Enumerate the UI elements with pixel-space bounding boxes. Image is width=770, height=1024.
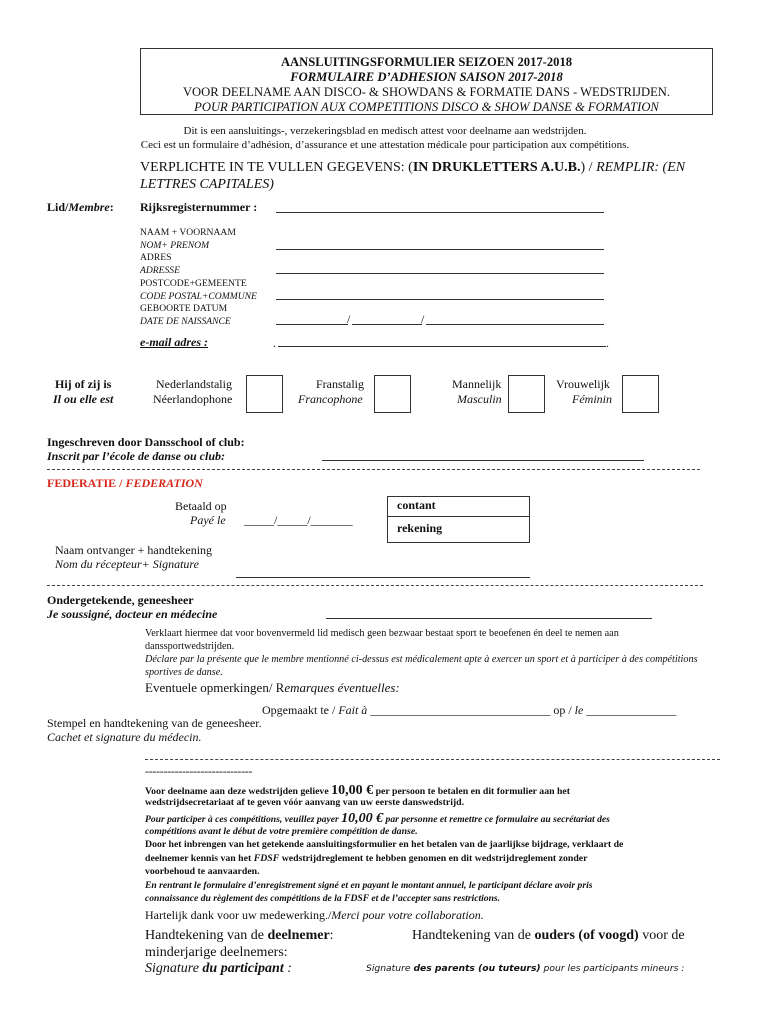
rules-nl-line1: Door het inbrengen van het getekende aansluitingsformulier en het betalen van de jaarlijkse bijdrage, verklaart de [145,839,624,850]
federation-heading [47,476,203,491]
address-label-fr: ADRESSE [140,265,180,276]
participant-sig-fr-b: du participant [202,961,284,976]
made-at-field[interactable]: ______________________________ [370,703,551,717]
federation-label-sep: / [116,476,126,490]
french-label: Franstalig [316,377,364,391]
dutch-label-fr: Néerlandophone [153,392,233,406]
member-label-colon: : [109,200,114,214]
made-at-label-fr: Fait à [338,703,368,717]
parents-sig-text-b: ouders (of voogd) [534,928,639,943]
parents-signature-label-fr [366,963,684,974]
member-label-nl: Lid/ [47,200,69,214]
birthdate-label-fr: DATE DE NAISSANCE [140,316,231,327]
member-label [47,200,114,215]
female-label: Vrouwelijk [556,377,610,391]
birthdate-year-field[interactable] [426,324,604,325]
on-label-fr: le [574,703,584,717]
rules-nl-line2 [145,853,587,864]
fee-amount: 10,00 € [331,783,374,798]
doctor-label: Ondergetekende, geneesheer [47,593,194,607]
made-at-line [262,703,676,718]
fee-fr-text-b: par personne et remettre ce formulaire au secrétariat des [383,814,610,825]
fee-nl-line2: wedstrijdsecretariaat af te geven vóór aanvang van uw eerste danswedstrijd. [145,797,465,808]
participant-sig-text-b: deelnemer [267,928,330,943]
remarks-label-fr: emarques éventuelles: [284,680,400,695]
paid-on-label-fr: Payé le [190,513,226,527]
paid-date-field[interactable]: _____/_____/_______ [244,513,353,527]
parents-signature-label [412,928,685,944]
club-label-fr: Inscrit par l’école de danse ou club: [47,449,225,463]
form-subtitle-fr: POUR PARTICIPATION AUX COMPETITIONS DISCO & SHOW DANSE & FORMATION [194,100,659,114]
french-checkbox[interactable] [374,375,411,413]
fee-fr-line1 [145,811,610,827]
postcode-label: POSTCODE+GEMEENTE [140,278,247,289]
member-label-fr: Membre [68,200,110,214]
fee-nl-text-a: Voor deelname aan deze wedstrijden gelieve [145,786,332,797]
federation-label-fr: FEDERATION [125,476,203,490]
fee-fr-line2: compétitions avant le début de votre première compétition de danse. [145,826,418,837]
he-she-label-fr: Il ou elle est [53,392,114,406]
form-subtitle: VOOR DEELNAME AAN DISCO- & SHOWDANS & FORMATIE DANS - WEDSTRIJDEN. [182,85,671,99]
mandatory-text-b: IN DRUKLETTERS A.U.B. [412,160,581,175]
form-title-fr: FORMULAIRE D’ADHESION SAISON 2017-2018 [290,70,563,84]
mandatory-text-c: ) / [580,160,597,175]
on-date-field[interactable]: _______________ [586,703,677,717]
rules-fr-line1: En rentrant le formulaire d’enregistrement signé et en payant le montant annuel, le participant déclare avoir pris [145,880,593,891]
parents-sig-text-a: Handtekening van de [412,928,535,943]
thanks-nl: Hartelijk dank voor uw medewerking./ [145,908,332,922]
federation-label-nl: FEDERATIE [47,476,117,490]
on-label: op / [550,703,575,717]
participant-sig-text-a: Handtekening van de [145,928,268,943]
doctor-declaration-fr: Déclare par la présente que le membre mentionné ci-dessus est médicalement apte à exercer un sport et à participer à des compétitions sportives de danse. [145,654,698,678]
participant-sig-fr-a: Signature [145,961,203,976]
doctor-declaration-nl: Verklaart hiermee dat voor bovenvermeld lid medisch geen bezwaar bestaat sport te beoefenen én deel te nemen aan danssportwedstrijden. [145,628,619,652]
parents-sig-fr-c: pour les participants mineurs : [540,963,685,974]
birthdate-label: GEBOORTE DATUM [140,303,228,314]
club-label: Ingeschreven door Dansschool of club: [47,435,245,449]
female-checkbox[interactable] [622,375,659,413]
rules-fr-line2: connaissance du règlement des compétitions de la FDSF et de l’accepter sans restrictions. [145,893,501,904]
male-checkbox[interactable] [508,375,545,413]
receiver-label: Naam ontvanger + handtekening [55,543,213,557]
dutch-label: Nederlandstalig [156,377,232,391]
doctor-label-fr: Je soussigné, docteur en médecine [47,607,218,621]
parents-sig-fr-b: des parents (ou tuteurs) [413,963,541,974]
birthdate-separator: / [347,312,351,326]
fee-nl-text-b: per persoon te betalen en dit formulier aan het [373,786,571,797]
participant-signature-label-fr [145,961,292,977]
made-at-label: Opgemaakt te / [262,703,339,717]
title-box [140,48,713,115]
male-label-fr: Masculin [457,392,502,406]
doctor-name-field[interactable] [326,618,652,619]
he-she-label: Hij of zij is [55,377,112,391]
male-label: Mannelijk [452,377,502,391]
fee-fr-text-a: Pour participer à ces compétitions, veuillez payer [145,814,342,825]
paid-on-label: Betaald op [175,499,227,513]
name-label-fr: NOM+ PRENOM [140,240,210,251]
payment-method-divider [387,516,530,517]
cash-option[interactable]: contant [397,498,436,512]
remarks-label-nl: Eventuele opmerkingen/ R [145,680,285,695]
thanks-fr: Merci pour votre collaboration. [331,908,484,922]
female-label-fr: Féminin [572,392,612,406]
name-field[interactable] [276,249,604,250]
postcode-label-fr: CODE POSTAL+COMMUNE [140,291,257,302]
intro-fr: Ceci est un formulaire d’adhésion, d’assurance et une attestation médicale pour participation aux compétitions. [140,139,630,151]
participant-sig-fr-c: : [283,961,292,976]
postcode-field[interactable] [276,299,604,300]
minor-participants-label: minderjarige deelnemers: [145,945,288,960]
receiver-label-fr: Nom du récepteur+ Signature [55,557,199,571]
rules-nl-fdsf: FDSF [253,853,280,864]
national-number-label: Rijksregisternummer : [140,200,258,214]
stamp-label-fr: Cachet et signature du médecin. [47,730,202,744]
rules-nl-text-b: wedstrijdreglement te hebben genomen en dit wedstrijdreglement zonder [279,853,588,864]
rules-nl-text-a: deelnemer kennis van het [145,853,254,864]
mandatory-text-a: VERPLICHTE IN TE VULLEN GEGEVENS: ( [140,160,413,175]
remarks-label [145,680,400,696]
separator [47,469,700,470]
email-label: e-mail adres : [140,335,208,349]
parents-sig-text-c: voor de [638,928,685,943]
birthdate-day-field[interactable] [276,324,348,325]
email-dot-left: . [273,336,276,350]
national-number-field[interactable] [276,212,604,213]
form-title: AANSLUITINGSFORMULIER SEIZOEN 2017-2018 [280,55,573,69]
receiver-signature-field[interactable] [236,577,530,578]
birthdate-month-field[interactable] [352,324,422,325]
intro-nl: Dit is een aansluitings-, verzekeringsblad en medisch attest voor deelname aan wedstrijden. [183,125,587,137]
thanks-line [145,908,484,923]
participant-signature-label [145,928,334,944]
email-dot-right: . [606,336,609,350]
rules-nl-line3: voorbehoud te aanvaarden. [145,866,260,877]
mandatory-heading-line2: LETTRES CAPITALES) [140,177,274,192]
birthdate-separator: / [421,312,425,326]
participant-sig-text-c: : [329,928,334,943]
mandatory-heading [140,160,685,176]
french-label-fr: Francophone [298,392,363,406]
mandatory-text-d: REMPLIR: (EN [596,160,686,175]
name-label: NAAM + VOORNAAM [140,227,236,238]
stamp-label: Stempel en handtekening van de geneesheer. [47,716,262,730]
account-option[interactable]: rekening [397,521,443,535]
separator [47,585,703,586]
fee-amount-fr: 10,00 € [341,811,384,826]
dutch-checkbox[interactable] [246,375,283,413]
club-field[interactable] [322,460,644,461]
separator [145,759,720,760]
email-field[interactable] [278,346,606,347]
parents-sig-fr-a: Signature [366,963,414,974]
separator-tail: ----------------------------- [145,764,253,778]
address-field[interactable] [276,273,604,274]
address-label: ADRES [140,252,172,263]
